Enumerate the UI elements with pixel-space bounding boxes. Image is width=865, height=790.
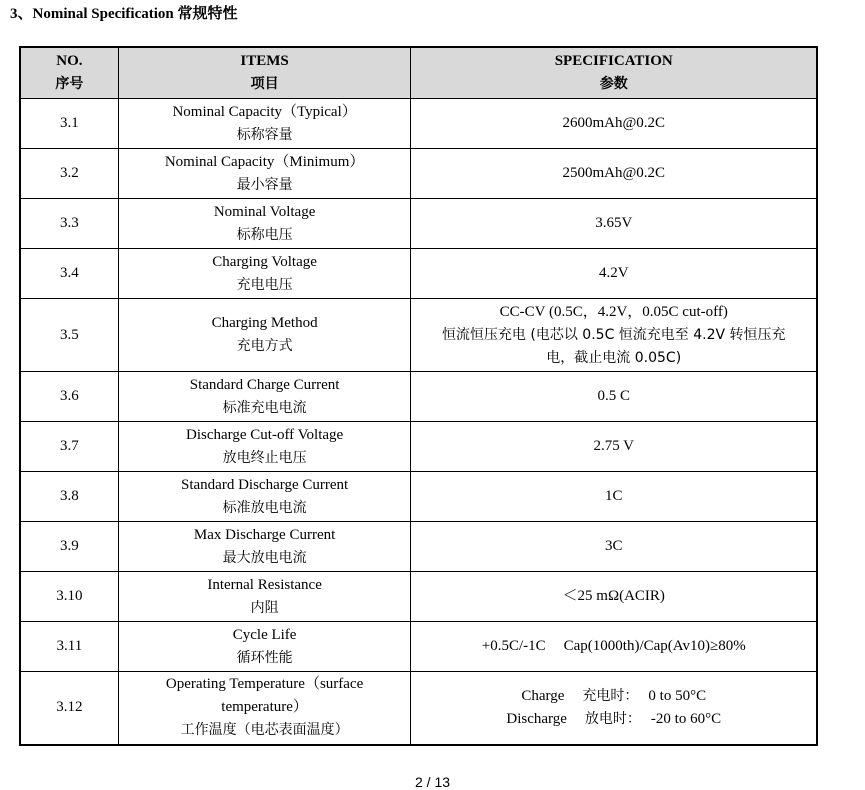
- spec-cell: 2.75 V: [411, 422, 817, 472]
- table-row: [20, 422, 817, 472]
- spec-cell: 3.65V: [411, 199, 817, 249]
- row-number: 3.3: [20, 199, 118, 249]
- row-number: 3.9: [20, 522, 118, 572]
- item-cell: Nominal Voltage 标称电压: [118, 199, 411, 249]
- item-cell: Standard Charge Current 标准充电电流: [118, 372, 411, 422]
- row-number: 3.7: [20, 422, 118, 472]
- spec-cell: 0.5 C: [411, 372, 817, 422]
- row-number: 3.10: [20, 572, 118, 622]
- page-number: 2 / 13: [414, 774, 451, 790]
- table-row: [20, 472, 817, 522]
- row-number: 3.5: [20, 299, 118, 372]
- specification-table: [19, 46, 818, 746]
- table-row: [20, 249, 817, 299]
- row-number: 3.1: [20, 99, 118, 149]
- row-number: 3.12: [20, 672, 118, 745]
- row-number: 3.11: [20, 622, 118, 672]
- table-row: [20, 672, 817, 745]
- row-number: 3.8: [20, 472, 118, 522]
- spec-cell: 1C: [411, 472, 817, 522]
- table-header-row: [20, 47, 817, 99]
- header-specification: SPECIFICATION 参数: [411, 47, 817, 99]
- item-cell: Internal Resistance 内阻: [118, 572, 411, 622]
- row-number: 3.6: [20, 372, 118, 422]
- table-row: [20, 522, 817, 572]
- header-no: NO. 序号: [20, 47, 118, 99]
- table-row: [20, 99, 817, 149]
- section-heading: 3、Nominal Specification 常规特性: [10, 6, 238, 22]
- table-row: [20, 199, 817, 249]
- item-cell: Max Discharge Current 最大放电电流: [118, 522, 411, 572]
- spec-cell: 4.2V: [411, 249, 817, 299]
- spec-cell: 2600mAh@0.2C: [411, 99, 817, 149]
- item-cell: Operating Temperature（surface temperature） 工作温度（电芯表面温度）: [118, 672, 411, 745]
- spec-cell: [411, 672, 817, 745]
- charge-temperature: Charge 充电时： 0 to 50°C: [521, 687, 707, 704]
- spec-cell: 3C: [411, 522, 817, 572]
- item-cell: Discharge Cut-off Voltage 放电终止电压: [118, 422, 411, 472]
- item-cell: Nominal Capacity（Typical） 标称容量: [118, 99, 411, 149]
- discharge-temperature: Discharge 放电时： -20 to 60°C: [506, 710, 722, 727]
- spec-cell: 2500mAh@0.2C: [411, 149, 817, 199]
- item-cell: Cycle Life 循环性能: [118, 622, 411, 672]
- table-row: [20, 372, 817, 422]
- item-cell: Nominal Capacity（Minimum） 最小容量: [118, 149, 411, 199]
- table-row: [20, 149, 817, 199]
- spec-cell: ＜25 mΩ(ACIR): [411, 572, 817, 622]
- row-number: 3.4: [20, 249, 118, 299]
- table-row: [20, 622, 817, 672]
- row-number: 3.2: [20, 149, 118, 199]
- item-cell: Charging Voltage 充电电压: [118, 249, 411, 299]
- header-items: ITEMS 项目: [118, 47, 411, 99]
- table-row: [20, 572, 817, 622]
- table-row: [20, 299, 817, 372]
- spec-cell: CC-CV (0.5C，4.2V，0.05C cut-off) 恒流恒压充电 (电芯以 0.5C 恒流充电至 4.2V 转恒压充 电，截止电流 0.05C): [411, 299, 817, 372]
- spec-cell: +0.5C/-1C Cap(1000th)/Cap(Av10)≥80%: [411, 622, 817, 672]
- item-cell: Charging Method 充电方式: [118, 299, 411, 372]
- item-cell: Standard Discharge Current 标准放电电流: [118, 472, 411, 522]
